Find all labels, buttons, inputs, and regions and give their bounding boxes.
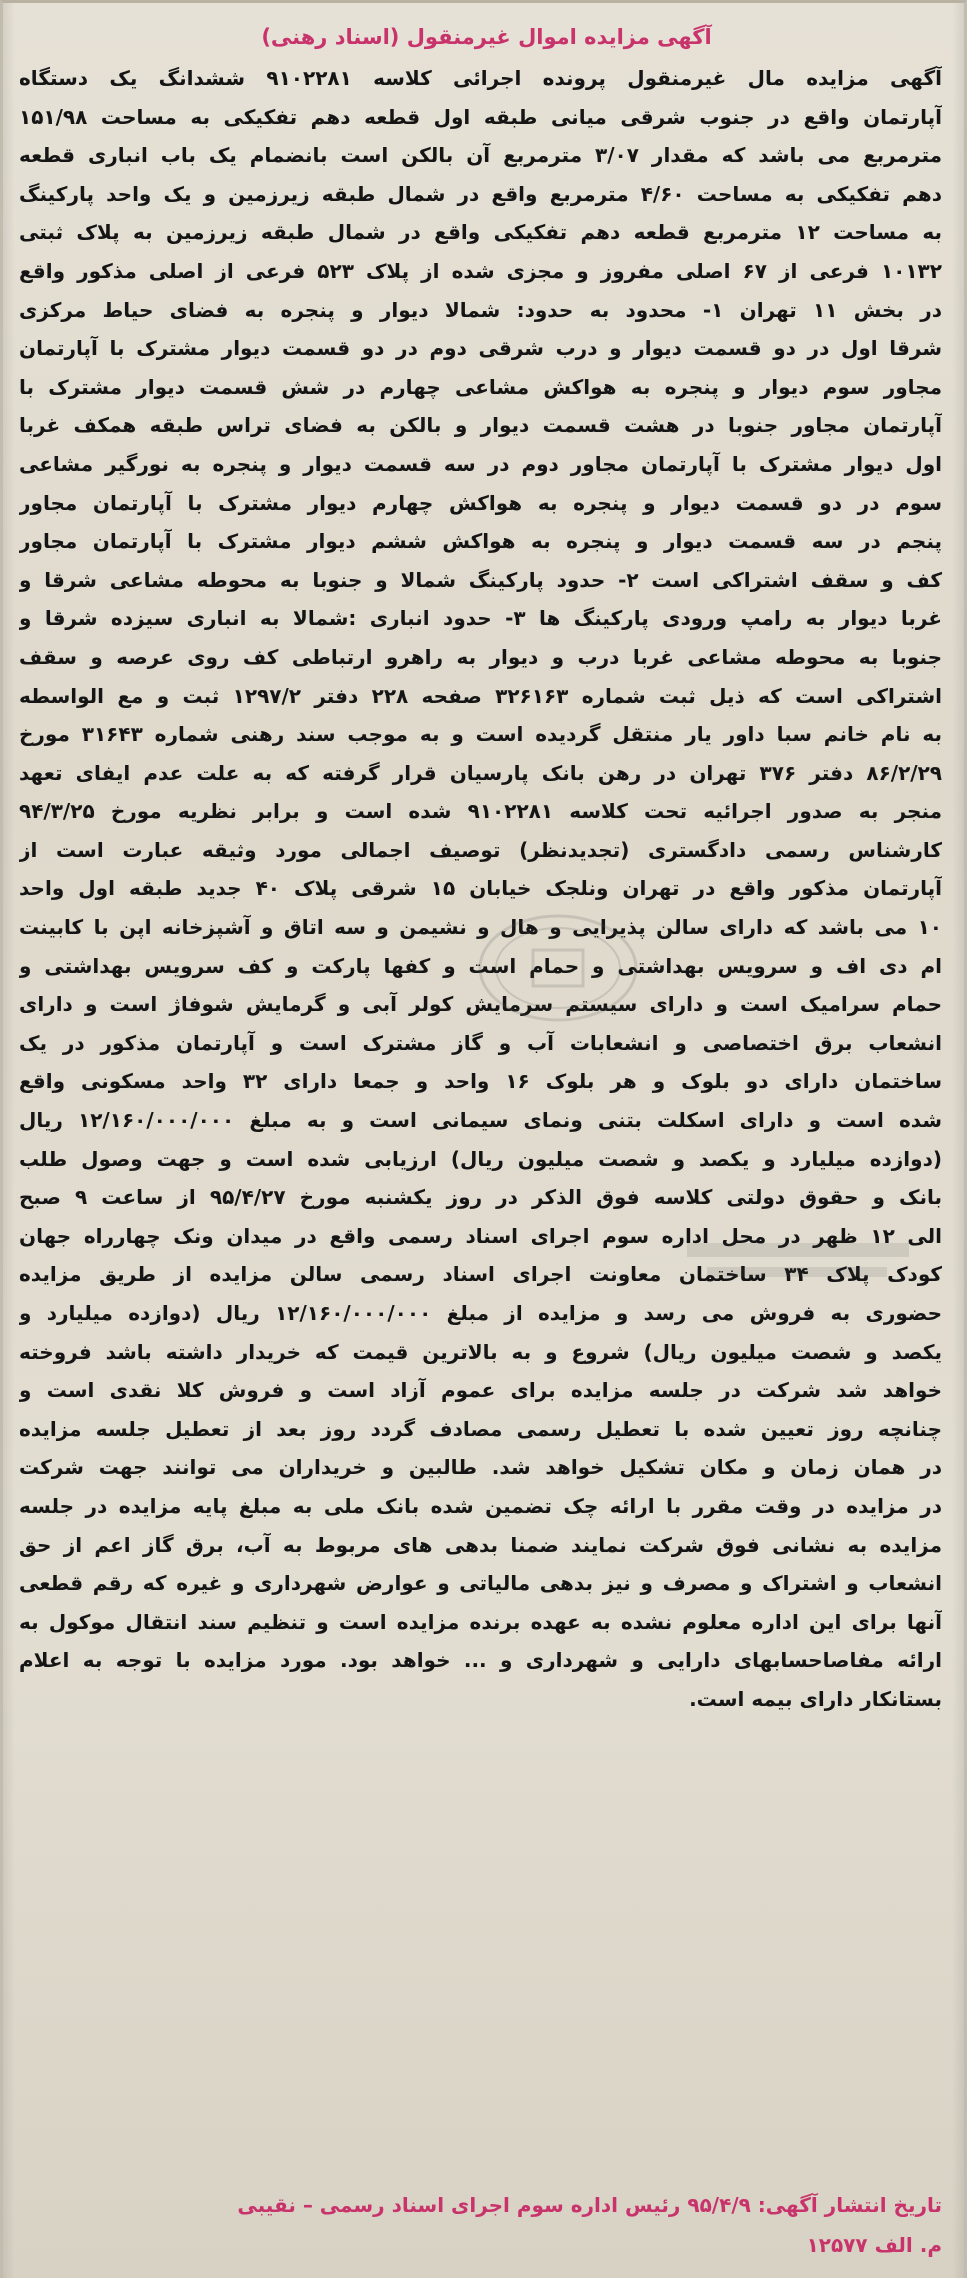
body-line: انشعاب برق اختصاصی و انشعابات آب و گاز مشترک است و آپارتمان مذکور در یک: [19, 1030, 942, 1055]
body-line: مزایده به نشانی فوق شرکت نمایند ضمنا بدهی های مربوط به آب، برق گاز اعم از حق: [19, 1532, 942, 1557]
body-line: یکصد و شصت میلیون ریال) شروع و به بالاترین قیمت که خریدار داشته باشد فروخته: [19, 1339, 942, 1364]
body-line: ام دی اف و سرویس بهداشتی و حمام است و کفها پارکت و کف سرویس بهداشتی و: [19, 953, 942, 978]
body-line: خواهد شد شرکت در جلسه مزایده برای عموم آزاد است و فروش کلا نقدی است و: [19, 1378, 942, 1403]
body-line: شرقا اول در دو قسمت دیوار و درب شرقی دوم در دو قسمت دیوار مشترک با آپارتمان: [19, 336, 942, 361]
body-line: پنجم در سه قسمت دیوار و پنجره به هواکش ششم دیوار مشترک با آپارتمان مجاور: [19, 529, 942, 554]
body-line: بانک و حقوق دولتی کلاسه فوق الذکر در روز یکشنبه مورخ ۹۵/۴/۲۷ از ساعت ۹ صبح: [19, 1185, 942, 1210]
body-line: آپارتمان واقع در جنوب شرقی میانی طبقه اول قطعه دهم تفکیکی به مساحت ۱۵۱/۹۸: [19, 104, 942, 129]
body-line: مجاور سوم دیوار و پنجره به هواکش مشاعی چهارم در شش قسمت دیوار مشترک با: [19, 374, 942, 399]
left-edge-shadow: [3, 3, 15, 2278]
body-line: به مساحت ۱۲ مترمربع قطعه دهم تفکیکی واقع در شمال طبقه زیرزمین به پلاک ثبتی: [19, 220, 942, 245]
body-line: بستانکار دارای بیمه است.: [689, 1686, 942, 1711]
body-line: چنانچه روز تعیین شده با تعطیل رسمی مصادف گردد روز بعد از تعطیل جلسه مزایده: [19, 1416, 942, 1441]
body-line: انشعاب و اشتراک و مصرف و نیز بدهی مالیاتی و عوارض شهرداری و غیره که رقم قطعی: [19, 1571, 942, 1596]
body-line: به نام خانم سبا داور یار منتقل گردیده است و به موجب سند رهنی شماره ۳۱۶۴۳ مورخ: [19, 722, 942, 747]
body-line: کف و سقف اشتراکی است ۲- حدود پارکینگ شمالا و جنوبا به محوطه مشاعی شرقا و: [19, 567, 942, 592]
body-line: حضوری به فروش می رسد و مزایده از مبلغ ۱۲/۱۶۰/۰۰۰/۰۰۰ ریال (دوازده میلیارد و: [19, 1301, 942, 1325]
body-line: ۱۰ می باشد که دارای سالن پذیرایی و هال و نشیمن و سه اتاق و آشپزخانه اپن با کابینت: [19, 915, 942, 940]
right-edge-shadow: [952, 3, 964, 2278]
body-line: ساختمان دارای دو بلوک و هر بلوک ۱۶ واحد و جمعا دارای ۳۲ واحد مسکونی واقع: [19, 1069, 942, 1094]
body-line: کودک پلاک ۳۴ ساختمان معاونت اجرای اسناد رسمی سالن مزایده از طریق مزایده: [19, 1262, 942, 1287]
body-line: ارائه مفاصاحسابهای دارایی و شهرداری و ... خواهد بود. مورد مزایده با توجه به اعلام: [19, 1648, 942, 1673]
publish-date-line: تاریخ انتشار آگهی: ۹۵/۴/۹ رئیس اداره سوم اجرای اسناد رسمی – نقیبی: [237, 2193, 942, 2217]
body-line: دهم تفکیکی به مساحت ۴/۶۰ مترمربع واقع در شمال طبقه زیرزمین و یک واحد پارکینگ: [19, 181, 942, 206]
reference-number: م. الف ۱۲۵۷۷: [806, 2233, 942, 2257]
body-line: آپارتمان مجاور جنوبا در هشت قسمت دیوار و بالکن به فضای تراس طبقه همکف غربا: [19, 413, 942, 438]
body-line: شده است و دارای اسکلت بتنی ونمای سیمانی است و به مبلغ ۱۲/۱۶۰/۰۰۰/۰۰۰ ریال: [19, 1108, 942, 1133]
body-line: (دوازده میلیارد و یکصد و شصت میلیون ریال) ارزیابی شده است و جهت وصول طلب: [19, 1146, 942, 1171]
body-line: منجر به صدور اجرائیه تحت کلاسه ۹۱۰۲۲۸۱ شده است و برابر نظریه مورخ ۹۴/۳/۲۵: [19, 799, 942, 824]
notice-footer: [19, 2185, 942, 2265]
body-line: کارشناس رسمی دادگستری (تجدیدنظر) توصیف اجمالی مورد وثیقه عبارت است از: [19, 837, 942, 862]
body-line: آنها برای این اداره معلوم نشده به عهده برنده مزایده است و تنظیم سند انتقال موکول به: [19, 1609, 942, 1634]
body-line: جنوبا به محوطه مشاعی غربا درب و دیوار به راهرو ارتباطی کف روی عرصه و سقف: [19, 644, 942, 669]
notice-title: آگهی مزایده اموال غیرمنقول (اسناد رهنی): [261, 25, 712, 49]
body-line: آگهی مزایده مال غیرمنقول پرونده اجرائی کلاسه ۹۱۰۲۲۸۱ ششدانگ یک دستگاه: [19, 66, 942, 90]
body-line: سوم در دو قسمت دیوار و پنجره به هواکش چهارم دیوار مشترک با آپارتمان مجاور: [19, 490, 942, 515]
body-line: حمام سرامیک است و دارای سیستم سرمایش کولر آبی و گرمایش شوفاژ است و دارای: [19, 992, 942, 1017]
body-line: در همان زمان و مکان تشکیل خواهد شد. طالبین و خریداران می توانند جهت شرکت: [19, 1455, 942, 1480]
body-line: ۸۶/۲/۲۹ دفتر ۳۷۶ تهران در رهن بانک پارسیان قرار گرفته که به علت عدم ایفای تعهد: [19, 760, 942, 785]
body-line: اول دیوار مشترک با آپارتمان مجاور دوم در سه قسمت دیوار و پنجره به نورگیر مشاعی: [19, 451, 942, 476]
body-line: مترمربع می باشد که مقدار ۳/۰۷ مترمربع آن بالکن است بانضمام یک باب انباری قطعه: [19, 143, 942, 168]
body-line: آپارتمان مذکور واقع در تهران ونلجک خیابان ۱۵ شرقی پلاک ۴۰ جدید طبقه اول واحد: [19, 876, 942, 901]
notice-body: [19, 59, 942, 1719]
body-line: در بخش ۱۱ تهران ۱- محدود به حدود: شمالا دیوار و پنجره به فضای حیاط مرکزی: [19, 297, 942, 322]
body-line: اشتراکی است که ذیل ثبت شماره ۳۲۶۱۶۳ صفحه ۲۲۸ دفتر ۱۲۹۷/۲ ثبت و مع الواسطه: [19, 683, 942, 708]
body-line: ۱۰۱۳۲ فرعی از ۶۷ اصلی مفروز و مجزی شده از پلاک ۵۲۳ فرعی از اصلی مذکور واقع: [19, 258, 942, 283]
body-line: غربا دیوار به رامپ ورودی پارکینگ ها ۳- حدود انباری :شمالا به انباری سیزده شرقا و: [19, 606, 942, 631]
body-line: الی ۱۲ ظهر در محل اداره سوم اجرای اسناد رسمی واقع در میدان ونک چهارراه جهان: [19, 1223, 942, 1248]
body-line: در مزایده در وقت مقرر با ارائه چک تضمین شده بانک ملی به مبلغ پایه مزایده در جلسه: [19, 1493, 942, 1518]
